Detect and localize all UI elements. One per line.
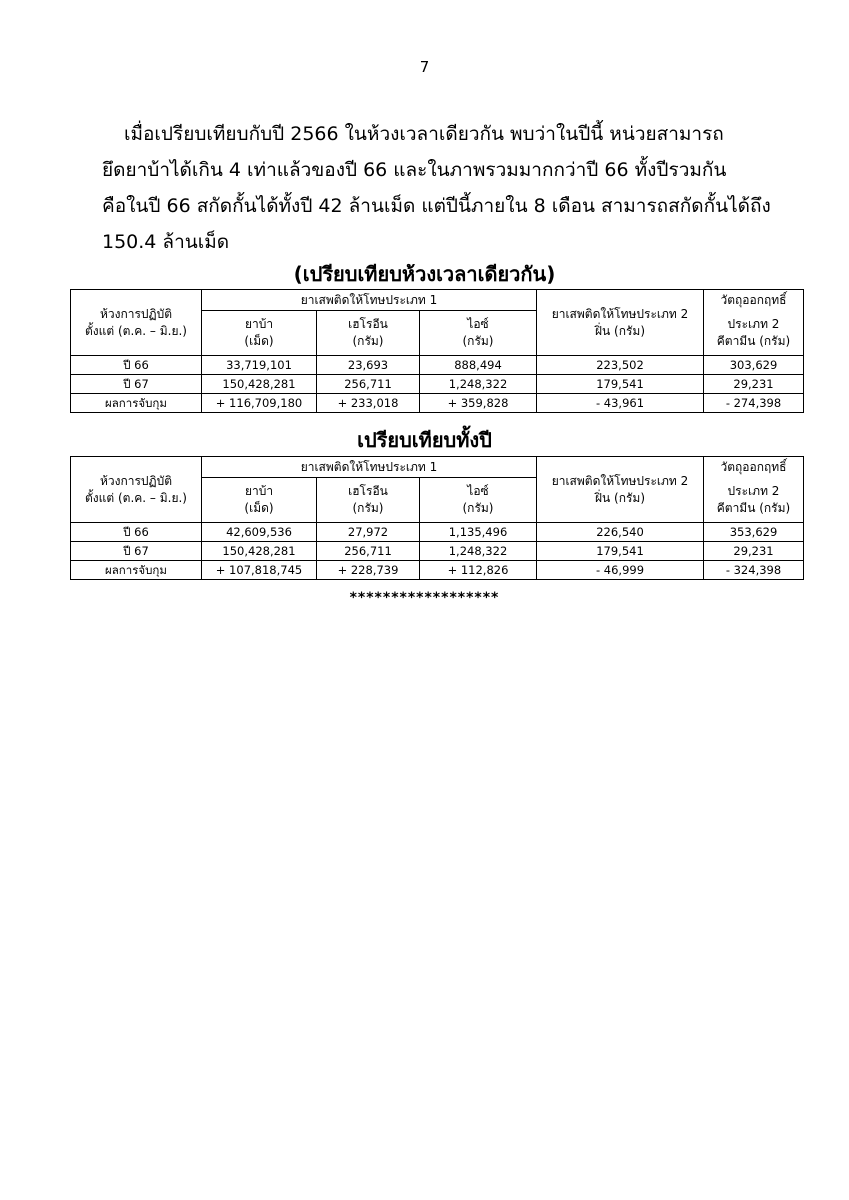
paragraph-line: 150.4 ล้านเม็ด [102, 231, 230, 253]
header-yaba: ยาบ้า (เม็ด) [202, 311, 317, 356]
cell-period: ปี 66 [71, 356, 202, 375]
end-marker: ****************** [349, 590, 500, 606]
cell-yaba: 33,719,101 [202, 356, 317, 375]
header-ketamine-line1: วัตถุออกฤทธิ์ [704, 290, 804, 311]
summary-paragraph [102, 116, 782, 260]
table-title-full-year: เปรียบเทียบทั้งปี [357, 428, 492, 452]
cell-ice: 1,248,322 [420, 542, 537, 561]
cell-heroin: 256,711 [317, 375, 420, 394]
table-row [71, 356, 804, 375]
paragraph-line: เมื่อเปรียบเทียบกับปี 2566 ในห้วงเวลาเดียวกัน พบว่าในปีนี้ หน่วยสามารถ [124, 123, 724, 145]
header-ice: ไอซ์ (กรัม) [420, 478, 537, 523]
cell-ice: + 112,826 [420, 561, 537, 580]
cell-ketamine: 303,629 [704, 356, 804, 375]
cell-period: ปี 66 [71, 523, 202, 542]
header-category-2-opium: ยาเสพติดให้โทษประเภท 2 ฝิ่น (กรัม) [537, 457, 704, 523]
cell-opium: 179,541 [537, 375, 704, 394]
cell-yaba: 150,428,281 [202, 542, 317, 561]
cell-opium: 223,502 [537, 356, 704, 375]
cell-ice: 1,248,322 [420, 375, 537, 394]
cell-yaba: + 107,818,745 [202, 561, 317, 580]
header-yaba: ยาบ้า (เม็ด) [202, 478, 317, 523]
paragraph-line: คือในปี 66 สกัดกั้นได้ทั้งปี 42 ล้านเม็ด แต่ปีนี้ภายใน 8 เดือน สามารถสกัดกั้นได้ถึง [102, 195, 771, 217]
cell-ice: 1,135,496 [420, 523, 537, 542]
table-row-result [71, 394, 804, 413]
table-row-result [71, 561, 804, 580]
cell-yaba: 150,428,281 [202, 375, 317, 394]
cell-ketamine: 29,231 [704, 542, 804, 561]
cell-ketamine: 353,629 [704, 523, 804, 542]
cell-period: ปี 67 [71, 375, 202, 394]
table-row [71, 523, 804, 542]
cell-period: ผลการจับกุม [71, 561, 202, 580]
header-category-1: ยาเสพติดให้โทษประเภท 1 [202, 290, 537, 311]
header-ketamine: ประเภท 2 คีตามีน (กรัม) [704, 311, 804, 356]
header-period: ห้วงการปฏิบัติ ตั้งแต่ (ต.ค. – มิ.ย.) [71, 290, 202, 356]
cell-opium: 179,541 [537, 542, 704, 561]
cell-heroin: + 233,018 [317, 394, 420, 413]
cell-ketamine: - 324,398 [704, 561, 804, 580]
cell-period: ผลการจับกุม [71, 394, 202, 413]
header-ice: ไอซ์ (กรัม) [420, 311, 537, 356]
table-row [71, 542, 804, 561]
comparison-table-same-period [70, 289, 804, 413]
page-number: 7 [419, 58, 430, 76]
cell-ice: 888,494 [420, 356, 537, 375]
header-category-2-opium: ยาเสพติดให้โทษประเภท 2 ฝิ่น (กรัม) [537, 290, 704, 356]
comparison-table-full-year [70, 456, 804, 580]
cell-opium: 226,540 [537, 523, 704, 542]
cell-heroin: + 228,739 [317, 561, 420, 580]
cell-opium: - 43,961 [537, 394, 704, 413]
cell-ice: + 359,828 [420, 394, 537, 413]
header-heroin: เฮโรอีน (กรัม) [317, 311, 420, 356]
table-row [71, 375, 804, 394]
cell-period: ปี 67 [71, 542, 202, 561]
cell-heroin: 23,693 [317, 356, 420, 375]
cell-yaba: + 116,709,180 [202, 394, 317, 413]
cell-heroin: 27,972 [317, 523, 420, 542]
cell-heroin: 256,711 [317, 542, 420, 561]
header-ketamine: ประเภท 2 คีตามีน (กรัม) [704, 478, 804, 523]
header-heroin: เฮโรอีน (กรัม) [317, 478, 420, 523]
header-category-1: ยาเสพติดให้โทษประเภท 1 [202, 457, 537, 478]
header-ketamine-line1: วัตถุออกฤทธิ์ [704, 457, 804, 478]
cell-ketamine: - 274,398 [704, 394, 804, 413]
cell-opium: - 46,999 [537, 561, 704, 580]
table-title-same-period: (เปรียบเทียบห้วงเวลาเดียวกัน) [293, 262, 556, 286]
paragraph-line: ยึดยาบ้าได้เกิน 4 เท่าแล้วของปี 66 และในภาพรวมมากกว่าปี 66 ทั้งปีรวมกัน [102, 159, 727, 181]
header-period: ห้วงการปฏิบัติ ตั้งแต่ (ต.ค. – มิ.ย.) [71, 457, 202, 523]
cell-ketamine: 29,231 [704, 375, 804, 394]
cell-yaba: 42,609,536 [202, 523, 317, 542]
